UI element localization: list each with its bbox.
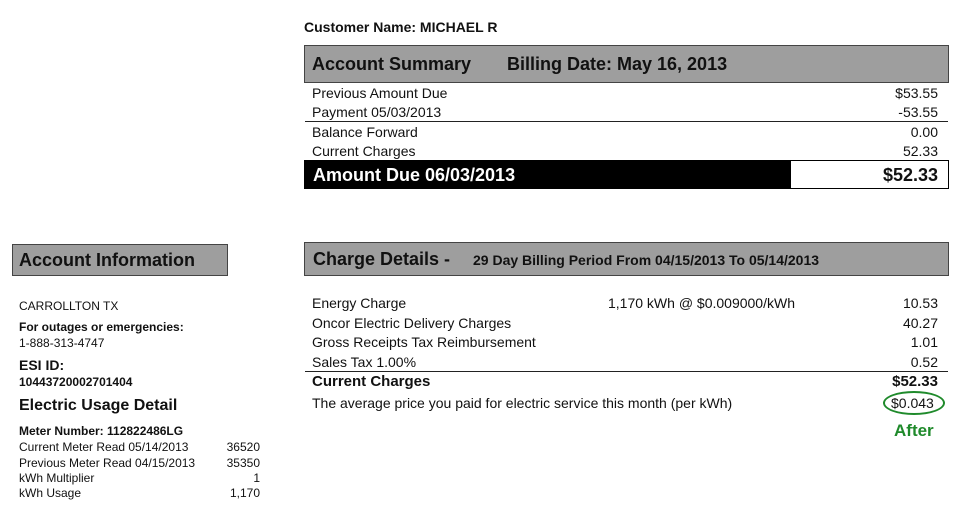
charge-row-label: Gross Receipts Tax Reimbursement [312,334,536,350]
meter-row [19,440,260,455]
summary-row-value: 0.00 [910,124,938,140]
charge-row-value: 1.01 [910,334,938,350]
charge-row-label: Energy Charge [312,295,407,311]
account-info-header [12,244,228,276]
meter-row [19,471,260,486]
charge-row [305,293,948,313]
amount-due-bar [304,160,949,189]
meter-row-value: 35350 [226,456,260,470]
billing-period: 29 Day Billing Period From 04/15/2013 To 05/14/2013 [473,252,820,268]
charges-total-value: $52.33 [892,373,938,390]
charge-row [305,332,948,352]
after-annotation: After [894,421,934,440]
average-price-value: $0.043 [891,395,934,411]
account-info-title: Account Information [19,250,195,270]
summary-row-label: Payment 05/03/2013 [312,104,442,120]
customer-name-label: Customer Name: [304,19,417,35]
summary-row-value: -53.55 [898,104,938,120]
meter-row [19,486,260,501]
meter-row-value: 1 [253,471,260,485]
charge-row-value: 10.53 [902,295,938,311]
average-price-row [305,393,948,413]
charge-row-value: 40.27 [902,315,938,331]
charge-details-header [304,242,949,276]
customer-name-value: MICHAEL R [419,19,498,35]
esi-label: ESI ID: [19,357,65,373]
account-summary-header [304,45,949,83]
summary-row-label: Current Charges [312,143,416,159]
charge-row-detail: 1,170 kWh @ $0.009000/kWh [608,295,795,311]
charges-total-row [305,372,948,392]
meter-number: Meter Number: 112822486LG [19,424,184,438]
meter-row-label: Current Meter Read 05/14/2013 [19,440,189,454]
meter-row-value: 1,170 [229,486,260,500]
account-summary-title: Account Summary [312,54,472,74]
esi-value: 10443720002701404 [19,375,133,389]
charge-row-label: Sales Tax 1.00% [312,354,417,370]
charge-row [305,313,948,333]
meter-row-value: 36520 [226,440,260,454]
account-city: CARROLLTON TX [19,299,119,313]
summary-row-value: $53.55 [895,85,938,101]
summary-row [305,122,948,142]
summary-row-value: 52.33 [902,143,938,159]
summary-row [305,83,948,103]
charge-row-value: 0.52 [910,354,938,370]
charge-row [305,352,948,372]
meter-row-label: Previous Meter Read 04/15/2013 [19,456,196,470]
summary-row [305,102,948,122]
charges-total-label: Current Charges [312,373,431,390]
meter-row-label: kWh Multiplier [19,471,95,485]
charge-row-label: Oncor Electric Delivery Charges [312,315,512,331]
outage-phone: 1-888-313-4747 [19,336,105,350]
billing-date: Billing Date: May 16, 2013 [507,54,728,74]
average-price-label: The average price you paid for electric service this month (per kWh) [312,395,733,411]
amount-due-value: $52.33 [882,165,938,185]
amount-due-label-box [305,161,791,188]
summary-row-label: Balance Forward [312,124,418,140]
meter-row [19,456,260,471]
summary-row-label: Previous Amount Due [312,85,448,101]
charge-details-title: Charge Details - [313,249,451,269]
outage-label: For outages or emergencies: [19,320,184,334]
usage-detail-title: Electric Usage Detail [19,397,178,414]
customer-name-line [304,19,497,35]
meter-row-label: kWh Usage [19,486,82,500]
amount-due-label: Amount Due 06/03/2013 [313,165,516,185]
summary-row [305,141,948,161]
